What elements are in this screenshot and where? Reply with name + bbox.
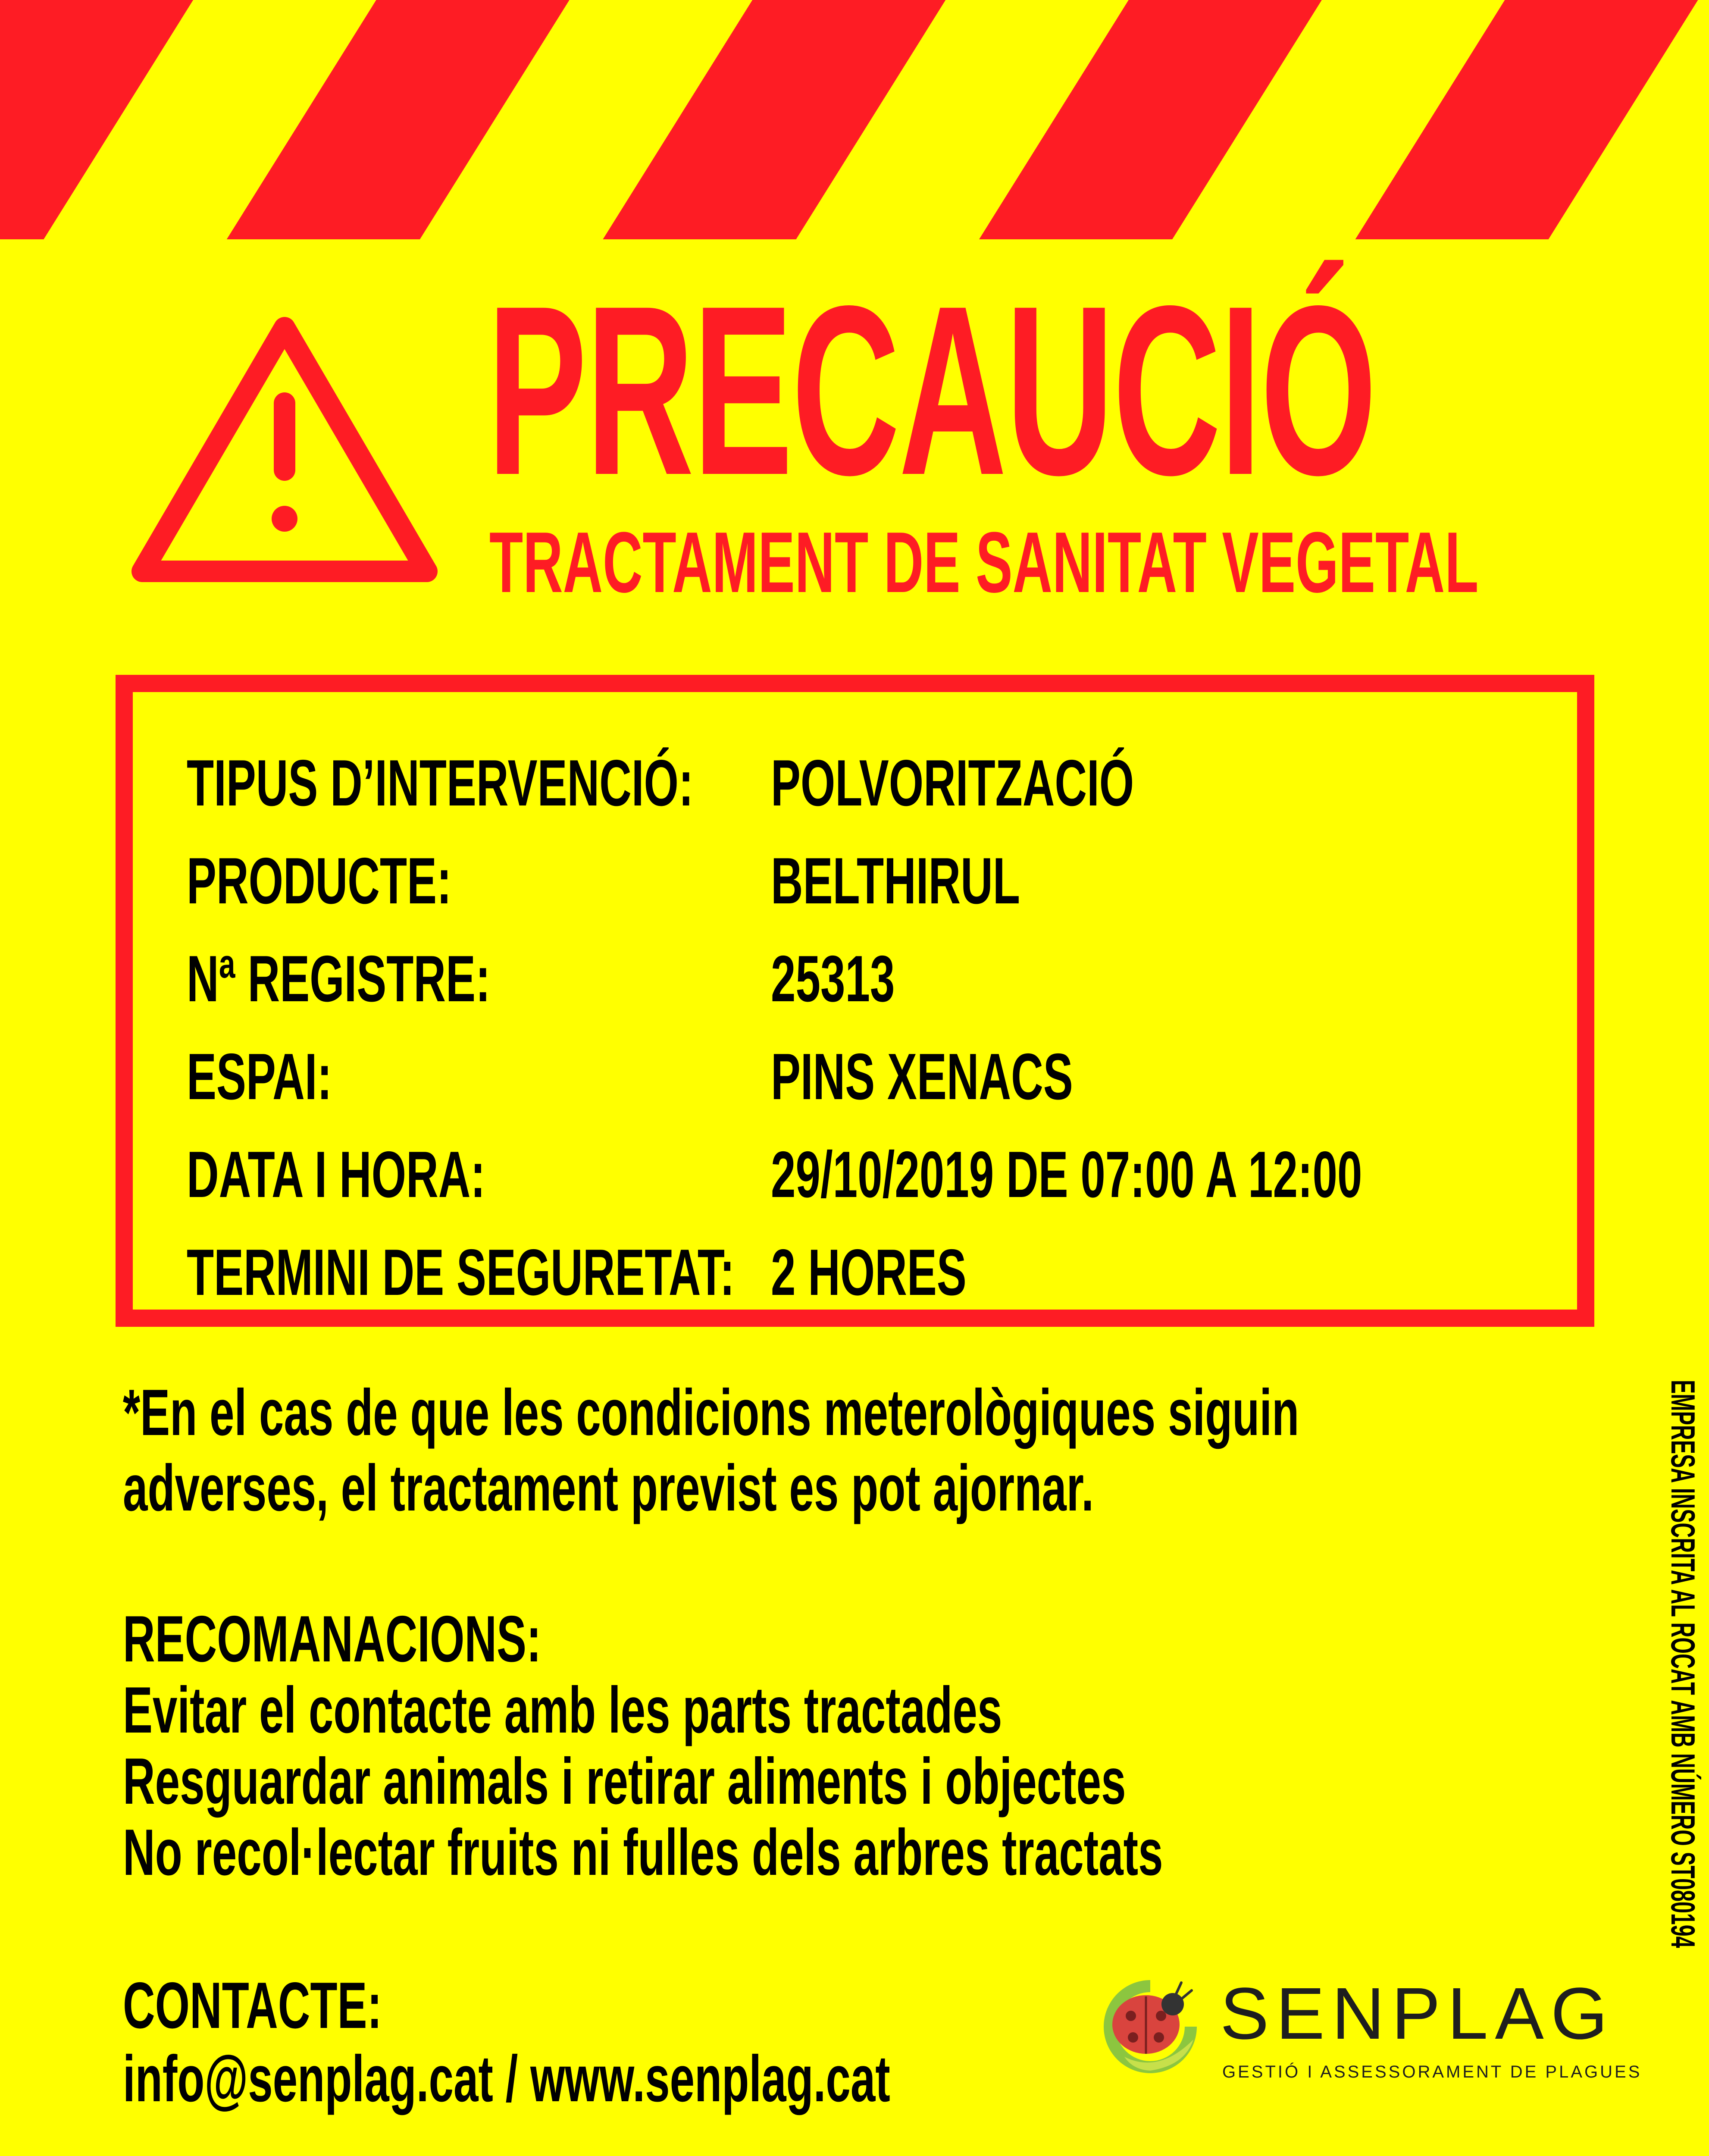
info-value: PINS XENACS (771, 1040, 1073, 1113)
info-label: Nª REGISTRE: (187, 942, 491, 1015)
info-label: ESPAI: (187, 1040, 332, 1113)
page-title: PRECAUCIÓ (487, 255, 1376, 525)
warning-triangle-icon (123, 308, 446, 591)
treatment-info-box (116, 675, 1594, 1327)
recommendation-item: Evitar el contacte amb les parts tractades (123, 1673, 1002, 1747)
info-label: TERMINI DE SEGURETAT: (187, 1236, 735, 1309)
recommendations-heading: RECOMANACIONS: (123, 1602, 541, 1676)
company-registration-note: EMPRESA INSCRITA AL ROCAT AMB NÚMERO ST080194 (1664, 1380, 1702, 1948)
top-hazard-stripes (0, 0, 1709, 239)
contact-heading: CONTACTE: (123, 1969, 382, 2042)
ladybug-leaf-icon (1099, 1975, 1202, 2078)
info-value: 29/10/2019 DE 07:00 A 12:00 (771, 1138, 1362, 1211)
logo-name: SENPLAG (1220, 1973, 1615, 2055)
contact-details: info@senplag.cat / www.senplag.cat (123, 2042, 890, 2115)
weather-note-line-1: *En el cas de que les condicions meterològiques siguin (123, 1376, 1299, 1449)
recommendation-item: No recol·lectar fruits ni fulles dels arbres tractats (123, 1816, 1163, 1889)
info-value: 25313 (771, 942, 895, 1015)
logo-tagline: GESTIÓ I ASSESSORAMENT DE PLAGUES (1222, 2062, 1642, 2081)
recommendation-item: Resguardar animals i retirar aliments i objectes (123, 1745, 1126, 1818)
info-label: DATA I HORA: (187, 1138, 485, 1211)
info-label: PRODUCTE: (187, 844, 452, 918)
info-value: POLVORITZACIÓ (771, 746, 1134, 820)
weather-note-line-2: adverses, el tractament previst es pot ajornar. (123, 1451, 1094, 1525)
info-value: 2 HORES (771, 1236, 967, 1309)
info-label: TIPUS D’INTERVENCIÓ: (187, 746, 694, 820)
page-subtitle: TRACTAMENT DE SANITAT VEGETAL (489, 514, 1479, 611)
info-value: BELTHIRUL (771, 844, 1020, 918)
